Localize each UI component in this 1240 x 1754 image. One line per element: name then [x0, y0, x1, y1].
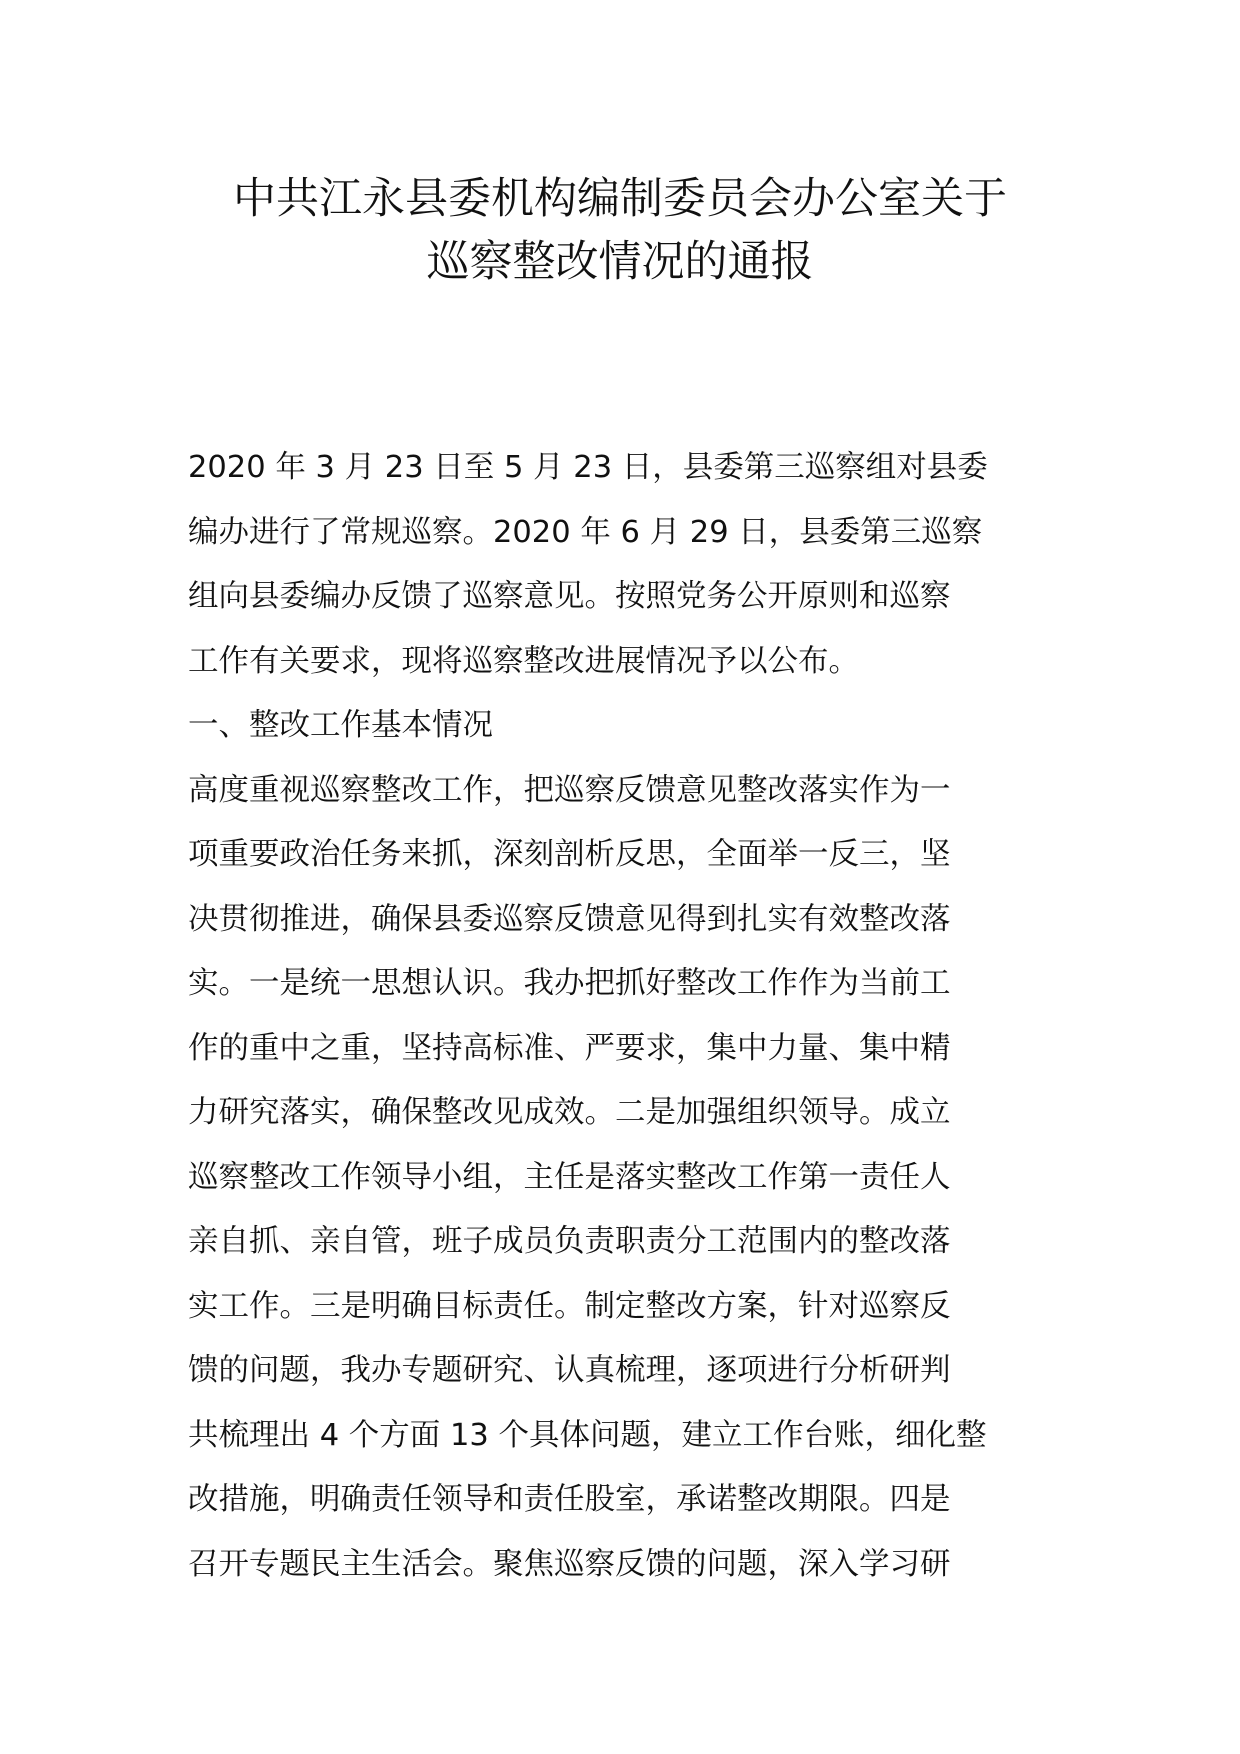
document-title [150, 168, 1090, 294]
body-line: 实工作。三是明确目标责任。制定整改方案，针对巡察反 [188, 1288, 951, 1324]
body-line: 作的重中之重，坚持高标准、严要求，集中力量、集中精 [188, 1030, 951, 1066]
body-line: 亲自抓、亲自管，班子成员负责职责分工范围内的整改落 [188, 1224, 951, 1259]
body-line: 共梳理出 4 个方面 13 个具体问题，建立工作台账，细化整 [188, 1417, 987, 1453]
body-line: 改措施，明确责任领导和责任股室，承诺整改期限。四是 [188, 1482, 951, 1517]
title-line-1: 中共江永县委机构编制委员会办公室关于 [233, 174, 1007, 224]
body-line: 巡察整改工作领导小组，主任是落实整改工作第一责任人 [188, 1159, 951, 1195]
body-line: 馈的问题，我办专题研究、认真梳理，逐项进行分析研判 [188, 1353, 951, 1388]
body-line: 力研究落实，确保整改见成效。二是加强组织领导。成立 [188, 1095, 951, 1130]
body-line: 组向县委编办反馈了巡察意见。按照党务公开原则和巡察 [188, 579, 951, 614]
body-line: 2020 年 3 月 23 日至 5 月 23 日，县委第三巡察组对县委 [188, 450, 988, 485]
body-line: 召开专题民主生活会。聚焦巡察反馈的问题，深入学习研 [188, 1546, 951, 1582]
body-line: 项重要政治任务来抓，深刻剖析反思，全面举一反三，坚 [188, 837, 951, 872]
body-line: 编办进行了常规巡察。2020 年 6 月 29 日，县委第三巡察 [188, 514, 983, 550]
body-line: 工作有关要求，现将巡察整改进展情况予以公布。 [188, 643, 859, 679]
body-line: 高度重视巡察整改工作，把巡察反馈意见整改落实作为一 [188, 772, 951, 808]
body-line: 决贯彻推进，确保县委巡察反馈意见得到扎实有效整改落 [188, 901, 951, 937]
document-body [188, 436, 1058, 1597]
section-heading: 一、整改工作基本情况 [188, 708, 493, 743]
title-line-2: 巡察整改情况的通报 [426, 237, 814, 287]
body-line: 实。一是统一思想认识。我办把抓好整改工作作为当前工 [188, 966, 951, 1001]
